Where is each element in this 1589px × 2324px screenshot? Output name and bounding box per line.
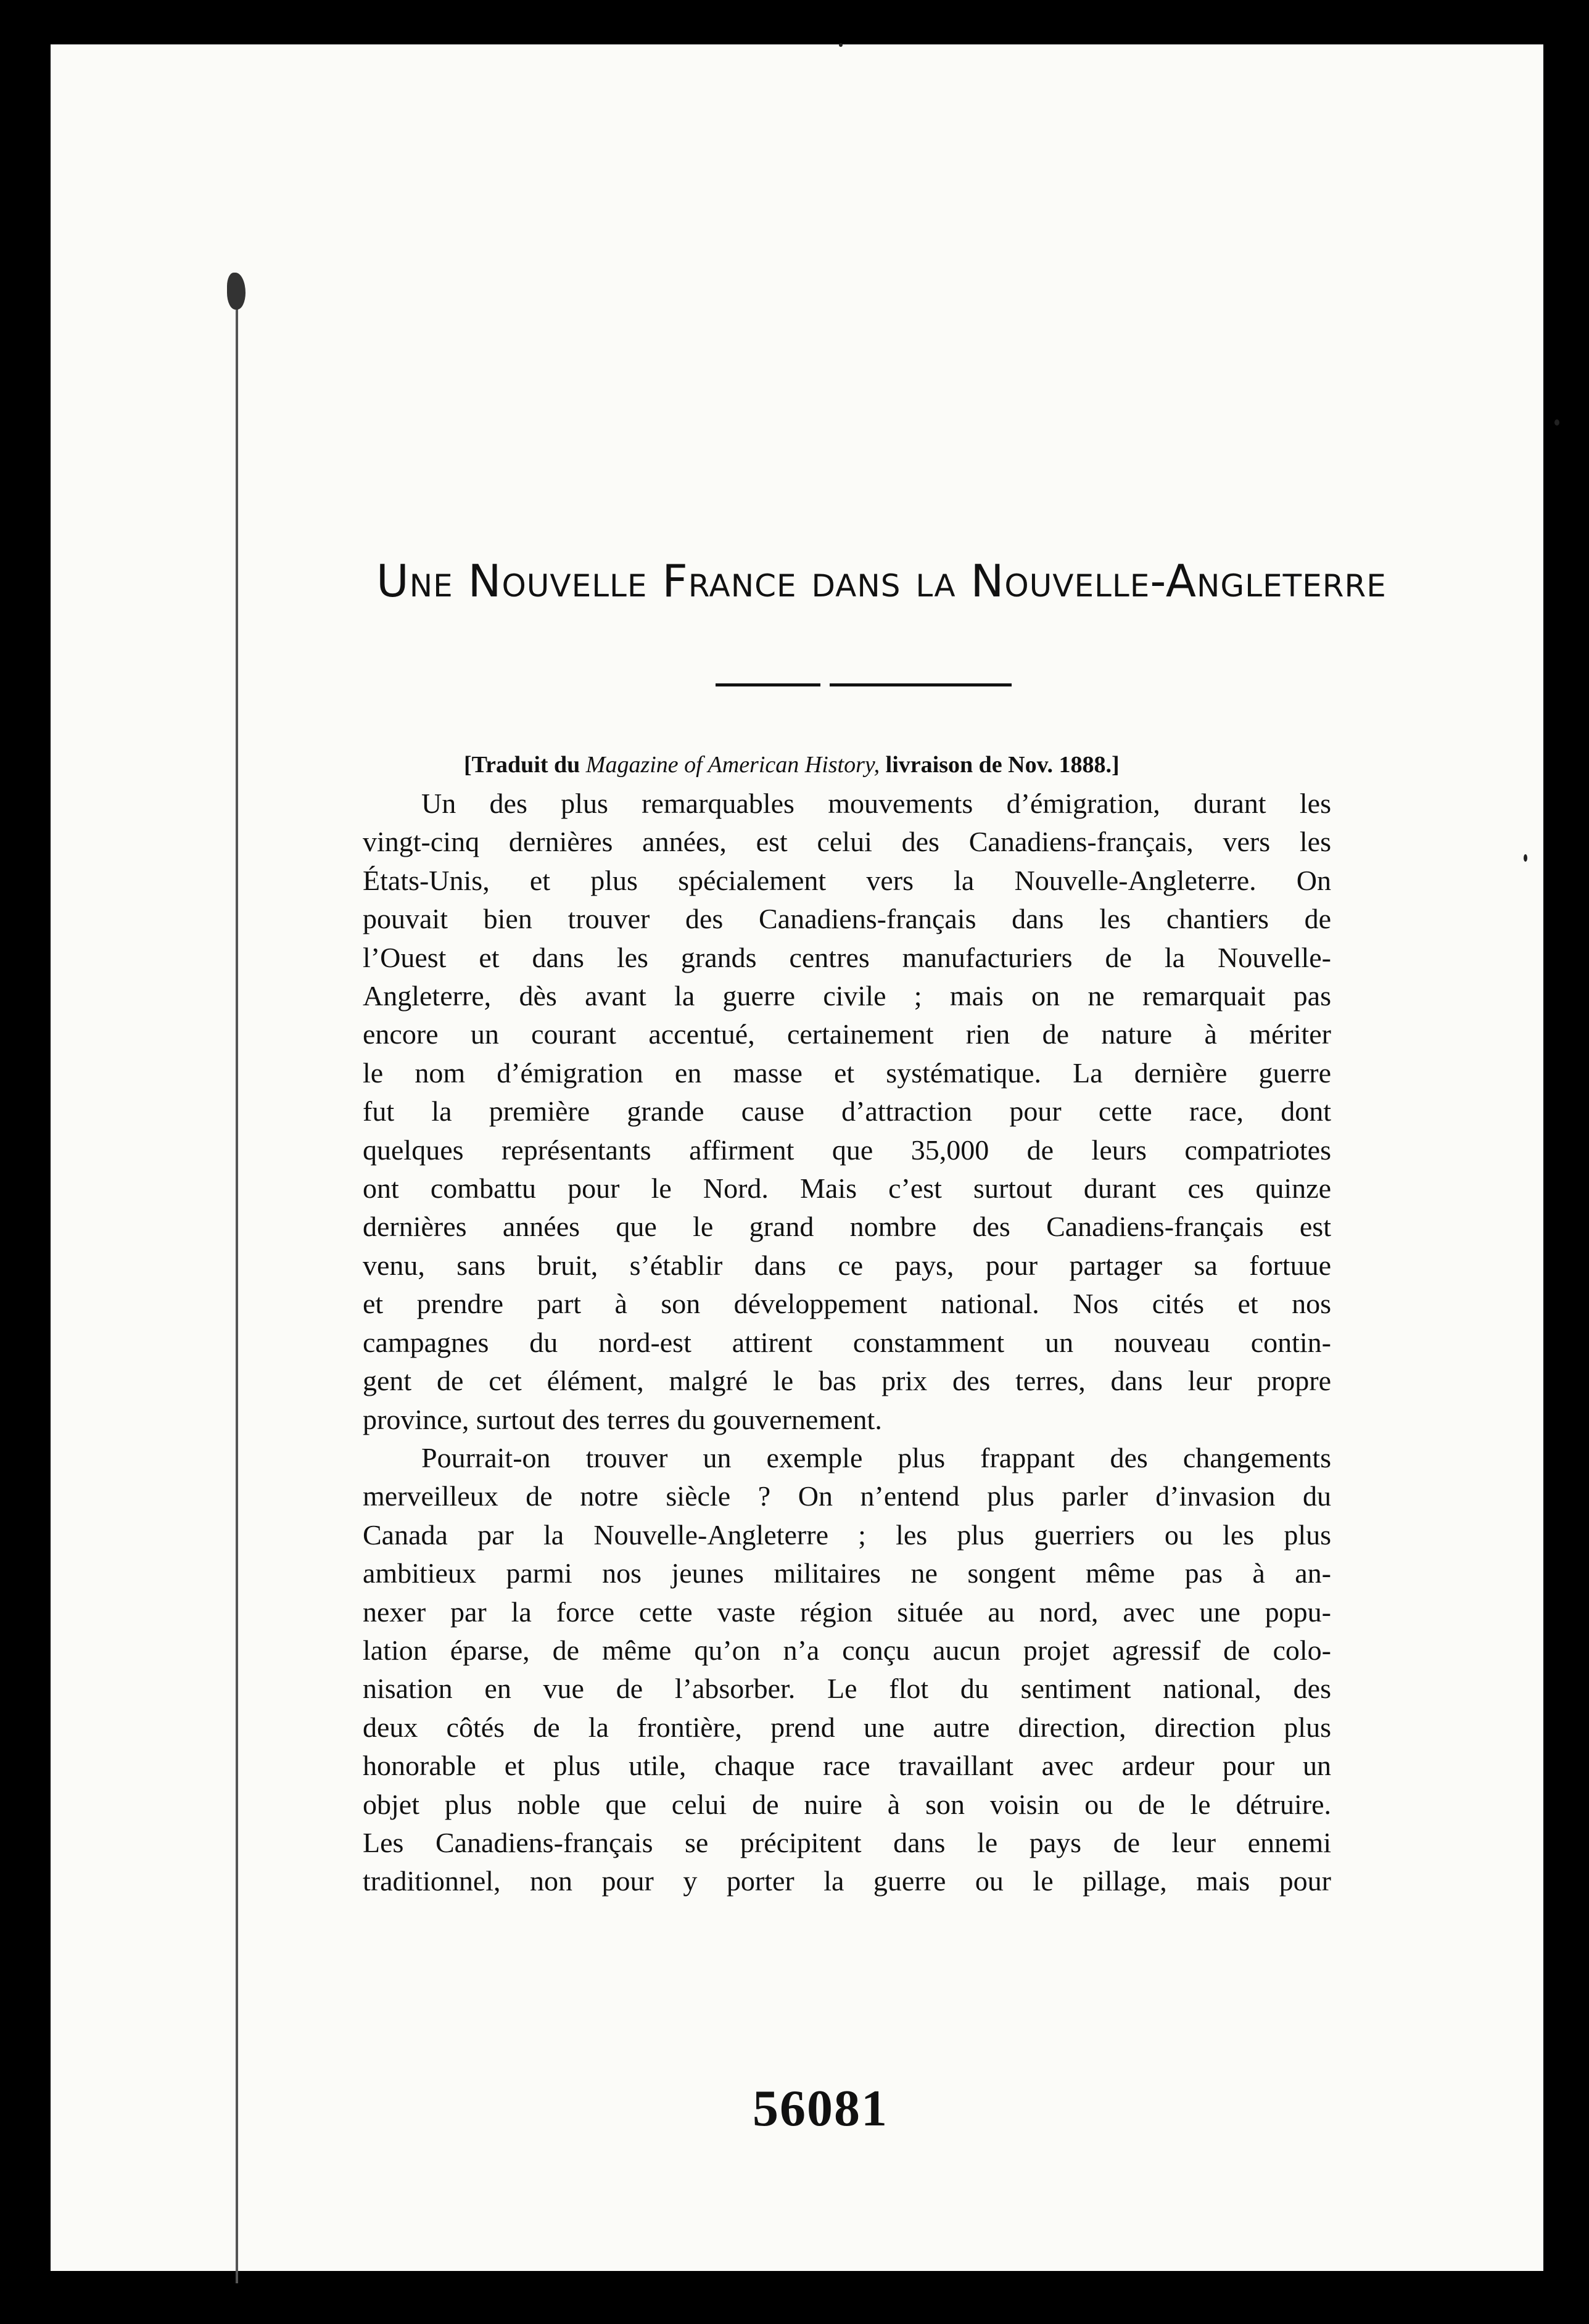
text-line: ambitieux parmi nos jeunes militaires ne songent même pas à an- xyxy=(363,1557,1331,1589)
text-line: objet plus noble que celui de nuire à son voisin ou de le détruire. xyxy=(363,1788,1331,1820)
article-paragraph xyxy=(363,1439,1331,1901)
text-line: venu, sans bruit, s’établir dans ce pays, pour partager sa fortuue xyxy=(363,1249,1331,1281)
source-magazine: Magazine of American History, xyxy=(585,752,880,778)
scan-speck xyxy=(1524,854,1527,862)
text-line: Les Canadiens-français se précipitent dans le pays de leur ennemi xyxy=(363,1826,1331,1858)
text-line: dernières années que le grand nombre des Canadiens-français est xyxy=(363,1211,1331,1243)
text-line: merveilleux de notre siècle ? On n’entend plus parler d’invasion du xyxy=(363,1480,1331,1512)
text-line: quelques représentants affirment que 35,000 de leurs compatriotes xyxy=(363,1134,1331,1166)
text-line: lation éparse, de même qu’on n’a conçu aucun projet agressif de colo- xyxy=(363,1634,1331,1666)
binding-mark xyxy=(227,273,246,310)
scan-speck xyxy=(839,43,843,47)
text-line: traditionnel, non pour y porter la guerre ou le pillage, mais pour xyxy=(363,1865,1331,1897)
text-line: honorable et plus utile, chaque race travaillant avec ardeur pour un xyxy=(363,1750,1331,1782)
article-title: Une Nouvelle France dans la Nouvelle-Angleterre xyxy=(376,555,1387,607)
text-line: ont combattu pour le Nord. Mais c’est surtout durant ces quinze xyxy=(363,1172,1331,1205)
title-rule-right xyxy=(830,683,1012,686)
text-line: nisation en vue de l’absorber. Le flot du sentiment national, des xyxy=(363,1673,1331,1705)
source-note xyxy=(464,751,1321,778)
text-line: encore un courant accentué, certainement rien de nature à mériter xyxy=(363,1018,1331,1050)
catalog-number: 56081 xyxy=(753,2080,888,2137)
text-line: Pourrait-on trouver un exemple plus frappant des changements xyxy=(421,1441,1331,1473)
binding-fold-line xyxy=(236,279,238,2283)
text-line: campagnes du nord-est attirent constamment un nouveau contin- xyxy=(363,1326,1331,1358)
text-line: États-Unis, et plus spécialement vers la Nouvelle-Angleterre. On xyxy=(363,864,1331,896)
text-line: Canada par la Nouvelle-Angleterre ; les plus guerriers ou les plus xyxy=(363,1518,1331,1551)
article-body xyxy=(363,785,1331,1901)
text-line: province, surtout des terres du gouvernement. xyxy=(363,1403,882,1435)
text-line: pouvait bien trouver des Canadiens-français dans les chantiers de xyxy=(363,903,1331,935)
text-line: vingt-cinq dernières années, est celui des Canadiens-français, vers les xyxy=(363,826,1331,858)
scan-speck xyxy=(1554,419,1559,426)
text-line: Un des plus remarquables mouvements d’émigration, durant les xyxy=(421,788,1331,819)
text-line: nexer par la force cette vaste région située au nord, avec une popu- xyxy=(363,1596,1331,1628)
text-line: deux côtés de la frontière, prend une autre direction, direction plus xyxy=(363,1711,1331,1743)
text-line: Angleterre, dès avant la guerre civile ; mais on ne remarquait pas xyxy=(363,980,1331,1012)
text-line: l’Ouest et dans les grands centres manufacturiers de la Nouvelle- xyxy=(363,941,1331,973)
article-paragraph xyxy=(363,785,1331,1439)
title-rule-left xyxy=(716,683,820,686)
text-line: fut la première grande cause d’attraction pour cette race, dont xyxy=(363,1095,1331,1127)
text-line: gent de cet élément, malgré le bas prix des terres, dans leur propre xyxy=(363,1365,1331,1397)
text-line: et prendre part à son développement national. Nos cités et nos xyxy=(363,1288,1331,1320)
source-suffix: livraison de Nov. 1888.] xyxy=(885,752,1120,778)
source-prefix: [Traduit du xyxy=(464,752,580,778)
text-line: le nom d’émigration en masse et systématique. La dernière guerre xyxy=(363,1057,1331,1089)
